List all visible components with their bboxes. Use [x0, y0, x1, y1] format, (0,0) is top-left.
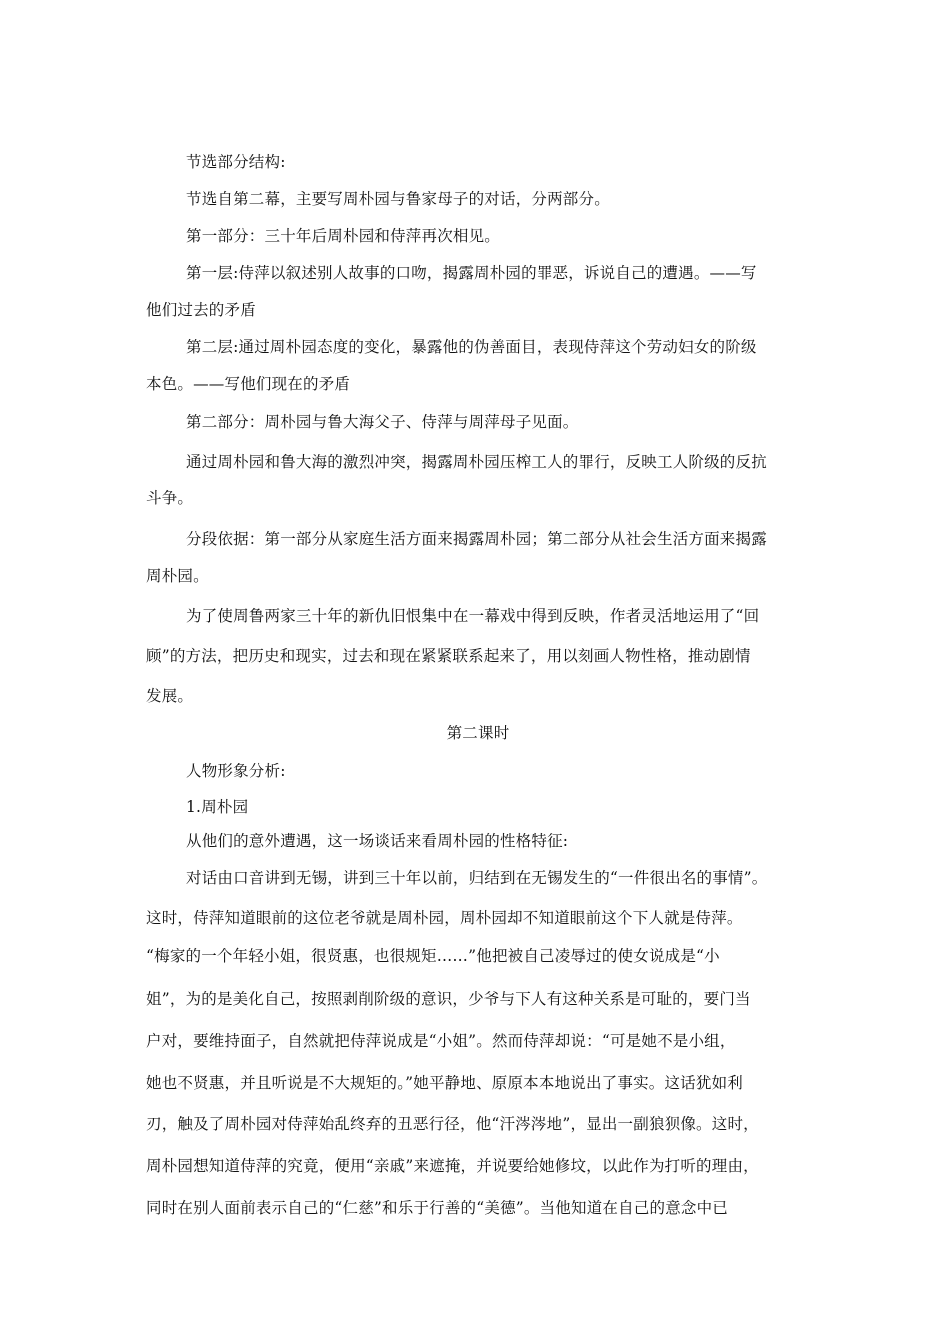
paragraph-line: 她也不贤惠，并且听说是不大规矩的。”她平静地、原原本本地说出了事实。这话犹如利: [146, 1074, 743, 1092]
paragraph-line: 节选部分结构:: [186, 153, 286, 171]
paragraph-line: 斗争。: [146, 489, 194, 507]
paragraph-line: 人物形象分析:: [186, 762, 286, 780]
paragraph-line: 他们过去的矛盾: [146, 301, 256, 319]
paragraph-line: 对话由口音讲到无锡，讲到三十年以前，归结到在无锡发生的“一件很出名的事情”。: [186, 869, 768, 887]
paragraph-line: 第一部分：三十年后周朴园和侍萍再次相见。: [186, 227, 501, 245]
paragraph-line: 发展。: [146, 687, 194, 705]
paragraph-line: 第一层:侍萍以叙述别人故事的口吻，揭露周朴园的罪恶，诉说自己的遭遇。——写: [186, 264, 757, 282]
paragraph-line: 户对，要维持面子，自然就把侍萍说成是“小姐”。然而侍萍却说：“可是她不是小组，: [146, 1032, 736, 1050]
paragraph-line: 分段依据：第一部分从家庭生活方面来揭露周朴园；第二部分从社会生活方面来揭露: [186, 530, 767, 548]
paragraph-line: 第二部分：周朴园与鲁大海父子、侍萍与周萍母子见面。: [186, 413, 579, 431]
paragraph-line: 本色。——写他们现在的矛盾: [146, 375, 351, 393]
paragraph-line: 同时在别人面前表示自己的“仁慈”和乐于行善的“美德”。当他知道在自己的意念中已: [146, 1199, 728, 1217]
paragraph-line: 从他们的意外遭遇，这一场谈话来看周朴园的性格特征:: [186, 832, 569, 850]
paragraph-line: 1.周朴园: [186, 798, 249, 816]
paragraph-line: 为了使周鲁两家三十年的新仇旧恨集中在一幕戏中得到反映，作者灵活地运用了“回: [186, 607, 760, 625]
paragraph-line: 刃，触及了周朴园对侍萍始乱终弃的丑恶行径，他“汗涔涔地”，显出一副狼狈像。这时，: [146, 1115, 759, 1133]
paragraph-line: 第二层:通过周朴园态度的变化，暴露他的伪善面目，表现侍萍这个劳动妇女的阶级: [186, 338, 757, 356]
paragraph-line: 姐”，为的是美化自己，按照剥削阶级的意识，少爷与下人有这种关系是可耻的，要门当: [146, 990, 751, 1008]
paragraph-line: 顾”的方法，把历史和现实，过去和现在紧紧联系起来了，用以刻画人物性格，推动剧情: [146, 647, 751, 665]
paragraph-line: 通过周朴园和鲁大海的激烈冲突，揭露周朴园压榨工人的罪行，反映工人阶级的反抗: [186, 453, 767, 471]
paragraph-line: 周朴园。: [146, 567, 209, 585]
paragraph-line: 周朴园想知道侍萍的究竟，便用“亲戚”来遮掩，并说要给她修坟，以此作为打听的理由，: [146, 1157, 759, 1175]
paragraph-line: “梅家的一个年轻小姐，很贤惠，也很规矩……”他把被自己凌辱过的使女说成是“小: [146, 947, 720, 965]
paragraph-line: 这时，侍萍知道眼前的这位老爷就是周朴园，周朴园却不知道眼前这个下人就是侍萍。: [146, 909, 743, 927]
paragraph-line: 节选自第二幕，主要写周朴园与鲁家母子的对话，分两部分。: [186, 190, 610, 208]
section-heading: 第二课时: [446, 724, 510, 742]
